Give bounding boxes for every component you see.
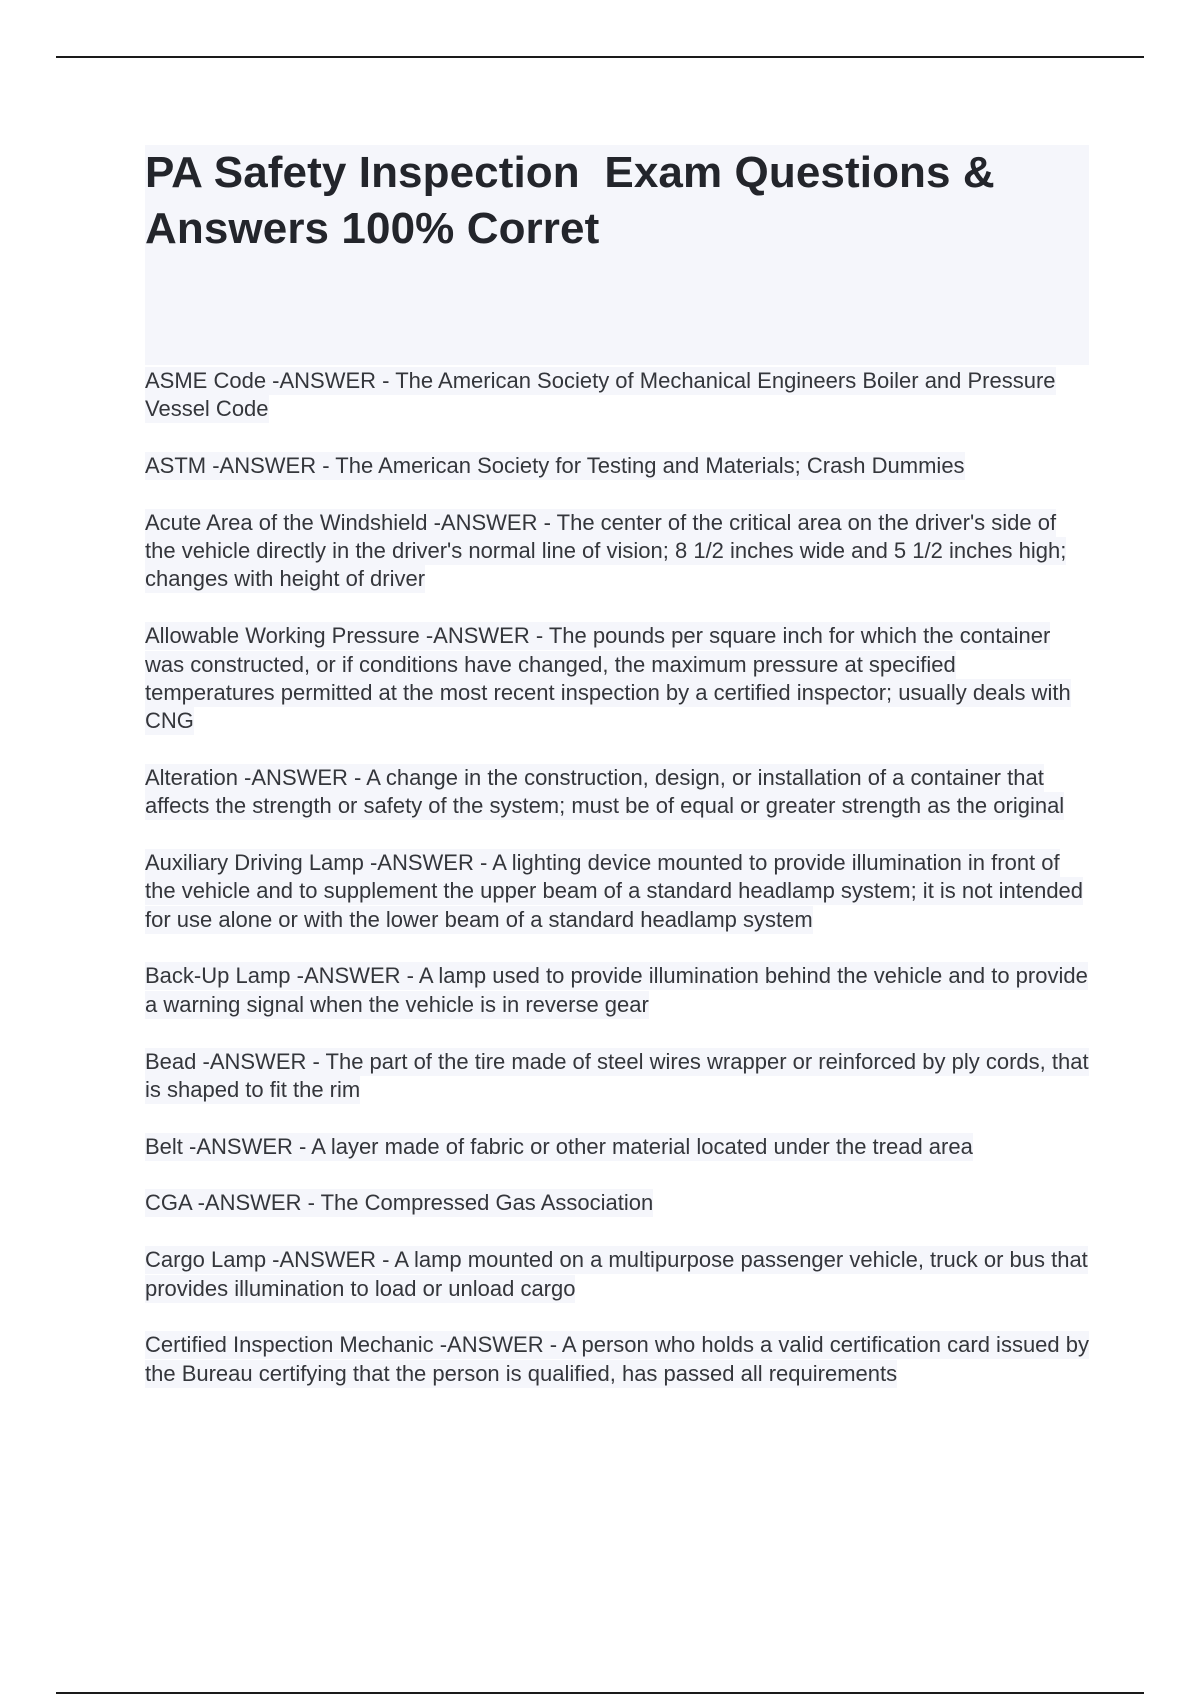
qa-entry	[145, 509, 1089, 594]
qa-entry-text: CGA -ANSWER - The Compressed Gas Association	[145, 1190, 654, 1216]
qa-entry-text: Cargo Lamp -ANSWER - A lamp mounted on a multipurpose passenger vehicle, truck or bus that provides illumination to load or unload cargo	[145, 1247, 1088, 1301]
qa-entry-text: Certified Inspection Mechanic -ANSWER - A person who holds a valid certification card issued by the Bureau certifying that the person is qualified, has passed all requirements	[145, 1332, 1089, 1386]
qa-entry	[145, 962, 1089, 1019]
qa-entry	[145, 1246, 1089, 1303]
qa-entry-text: Back-Up Lamp -ANSWER - A lamp used to provide illumination behind the vehicle and to provide a warning signal when the vehicle is in reverse gear	[145, 963, 1088, 1017]
qa-entry	[145, 849, 1089, 934]
qa-entry	[145, 1133, 1089, 1161]
qa-entry	[145, 1331, 1089, 1388]
qa-entry	[145, 764, 1089, 821]
page-title: PA Safety Inspection Exam Questions & Answers 100% Corret	[145, 148, 1006, 253]
qa-entry-text: Allowable Working Pressure -ANSWER - The pounds per square inch for which the container was constructed, or if conditions have changed, the maximum pressure at specified temperatures permitted at the most recent inspection by a certified inspector; usually deals with CNG	[145, 623, 1071, 734]
qa-entry	[145, 367, 1089, 424]
qa-entry-text: ASTM -ANSWER - The American Society for Testing and Materials; Crash Dummies	[145, 453, 965, 479]
qa-entry	[145, 1048, 1089, 1105]
qa-entry	[145, 452, 1089, 480]
top-rule	[56, 56, 1144, 58]
qa-list	[145, 367, 1089, 1416]
qa-entry-text: Acute Area of the Windshield -ANSWER - The center of the critical area on the driver's side of the vehicle directly in the driver's normal line of vision; 8 1/2 inches wide and 5 1/2 inches high; changes with height of driver	[145, 509, 1067, 592]
qa-entry-text: Alteration -ANSWER - A change in the construction, design, or installation of a container that affects the strength or safety of the system; must be of equal or greater strength as the original	[145, 764, 1065, 819]
title-block	[145, 145, 1089, 365]
bottom-rule	[56, 1692, 1144, 1694]
qa-entry-text: Auxiliary Driving Lamp -ANSWER - A lighting device mounted to provide illumination in front of the vehicle and to supplement the upper beam of a standard headlamp system; it is not intended for use alone or with the lower beam of a standard headlamp system	[145, 850, 1084, 932]
qa-entry	[145, 1189, 1089, 1217]
qa-entry-text: Bead -ANSWER - The part of the tire made of steel wires wrapper or reinforced by ply cords, that is shaped to fit the rim	[145, 1048, 1089, 1102]
qa-entry	[145, 622, 1089, 735]
qa-entry-text: ASME Code -ANSWER - The American Society of Mechanical Engineers Boiler and Pressure Vessel Code	[145, 368, 1056, 422]
qa-entry-text: Belt -ANSWER - A layer made of fabric or other material located under the tread area	[145, 1133, 973, 1159]
